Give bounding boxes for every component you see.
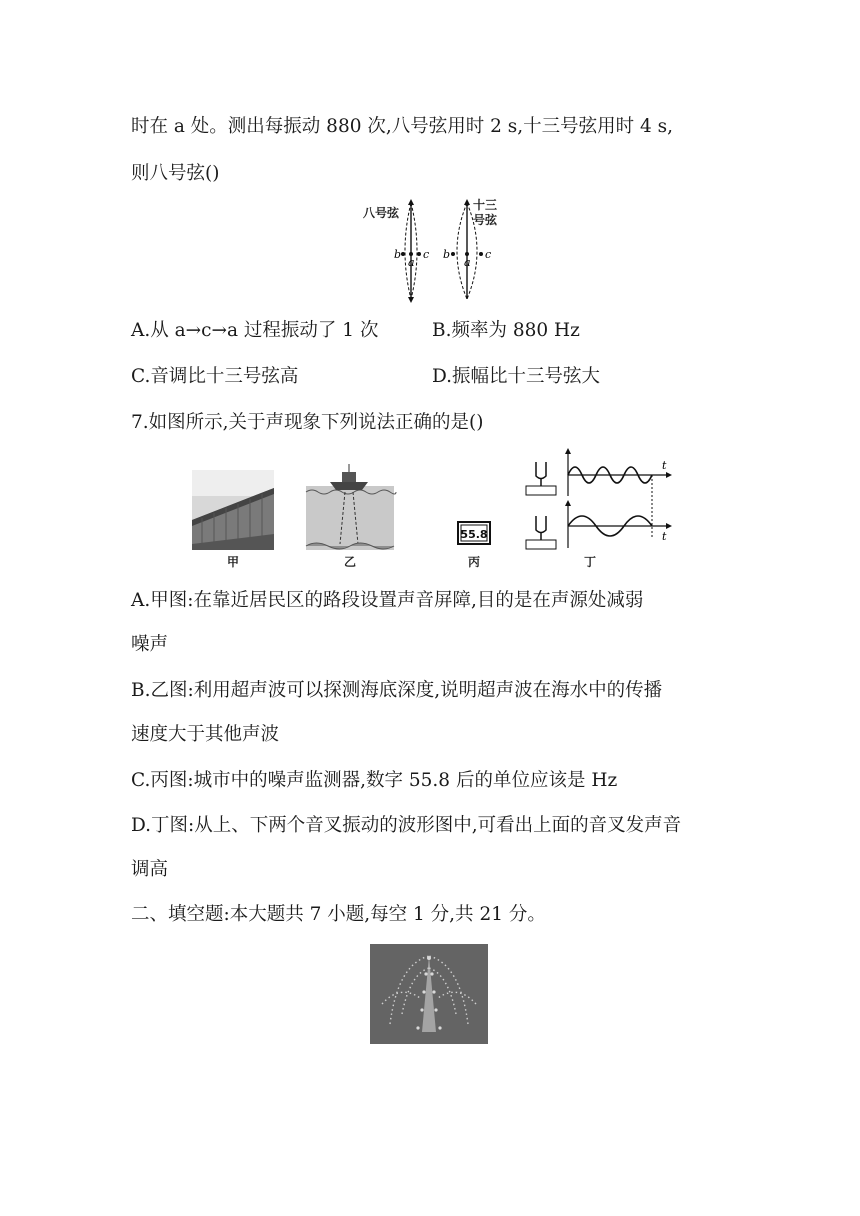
q6-option-a: A.从 a→c→a 过程振动了 1 次 — [131, 320, 379, 341]
label-thirteen-1: 十三 — [473, 198, 498, 212]
q6-stem-line-2: 则八号弦() — [131, 163, 220, 184]
q7-option-d-line-2: 调高 — [131, 859, 169, 880]
label-eight: 八号弦 — [363, 206, 400, 220]
tuning-fork-top-icon — [526, 462, 556, 495]
q7-option-a-line-2: 噪声 — [131, 634, 169, 655]
q6-option-b: B.频率为 880 Hz — [432, 320, 580, 341]
noise-meter — [458, 522, 490, 544]
point-b-thirteen: b — [443, 248, 451, 261]
tuning-fork-bottom-icon — [526, 516, 556, 549]
section-2-heading: 二、填空题:本大题共 7 小题,每空 1 分,共 21 分。 — [131, 904, 546, 925]
axis-t-bottom: t — [662, 530, 667, 543]
q7-option-b-line-1: B.乙图:利用超声波可以探测海底深度,说明超声波在海水中的传播 — [131, 680, 663, 701]
photo-sound-barrier — [192, 470, 274, 550]
q6-strings-figure — [355, 195, 505, 305]
section-2-photo — [370, 944, 488, 1044]
diagram-ship-sonar — [306, 464, 396, 550]
caption-ding: 丁 — [583, 555, 597, 569]
q7-option-d-line-1: D.丁图:从上、下两个音叉振动的波形图中,可看出上面的音叉发声音 — [131, 815, 682, 836]
axis-t-top: t — [662, 459, 667, 472]
q7-option-a-line-1: A.甲图:在靠近居民区的路段设置声音屏障,目的是在声源处减弱 — [131, 590, 644, 611]
tuning-forks-waveforms — [526, 448, 672, 549]
caption-bing: 丙 — [467, 555, 481, 569]
q7-figure-group — [190, 448, 680, 574]
label-thirteen-2: 号弦 — [473, 213, 498, 227]
q7-option-c: C.丙图:城市中的噪声监测器,数字 55.8 后的单位应该是 Hz — [131, 770, 618, 791]
point-c-eight: c — [423, 248, 430, 261]
point-c-thirteen: c — [485, 248, 492, 261]
caption-jia: 甲 — [226, 555, 240, 569]
caption-yi: 乙 — [343, 555, 357, 569]
q6-option-d: D.振幅比十三号弦大 — [432, 366, 601, 387]
point-a-thirteen: a — [464, 256, 471, 269]
point-a-eight: a — [408, 256, 415, 269]
q6-option-c: C.音调比十三号弦高 — [131, 366, 299, 387]
string-eight — [401, 199, 421, 303]
point-b-eight: b — [394, 248, 402, 261]
q7-stem: 7.如图所示,关于声现象下列说法正确的是() — [131, 412, 484, 433]
q6-stem-line-1: 时在 a 处。测出每振动 880 次,八号弦用时 2 s,十三号弦用时 4 s, — [131, 116, 674, 137]
q7-option-b-line-2: 速度大于其他声波 — [131, 724, 280, 745]
meter-reading: 55.8 — [460, 528, 488, 541]
